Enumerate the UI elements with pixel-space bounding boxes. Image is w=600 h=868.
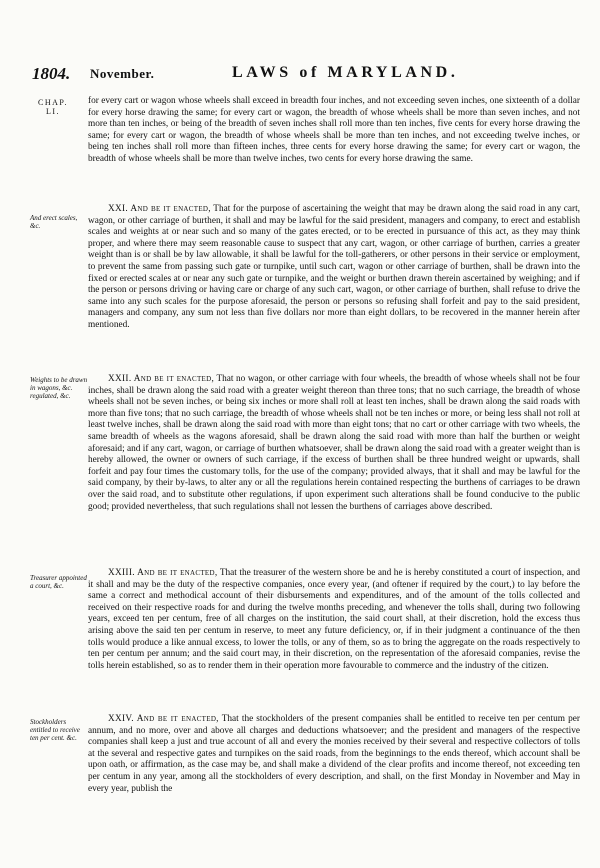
- intro-paragraph: [88, 96, 580, 166]
- section-22: [88, 374, 580, 513]
- intro-text: for every cart or wagon whose wheels shall exceed in breadth four inches, and not exceeding seven inches, one sixteenth of a dollar for every horse drawing the same; for every cart or wagon, the breadth of whose wheels shall be more than seven inches, and not more than ten inches, or being of the breadth of seven inches shall roll more than ten inches, five cents for every horse drawing the same; for every cart or wagon, the breadth of whose wheels shall be more than ten inches, and not exceeding twelve inches, or being ten inches shall roll more than fifteen inches, three cents for every horse drawing the same; for every cart or wagon, the breadth of whose wheels shall be more than twelve inches, two cents for every horse drawing the same.: [88, 96, 580, 164]
- page-month: November.: [90, 66, 155, 81]
- section-24-lead: XXIV. And be it enacted,: [108, 714, 219, 724]
- section-21-text: That for the purpose of ascertaining the weight that may be drawn along the said road in any cart, wagon, or other carriage of burthen, it shall and may be lawful for the said president, managers and company, to erect and establish scales and weights at or near such and so many of the gates erected, or to be erected in pursuance of this act, as they may think proper, and where there may seem reasonable cause to suspect that any cart, wagon, or other carriage of burthen, carries a greater weight than is or shall be by law allowable, it shall be lawful for the toll-gatherers, or other persons in their service or employment, to prevent the same from passing such gate or turnpike, until such cart, wagon or other carriage of burthen, shall be drawn into the fixed or erected scales at or near any such gate or turnpike, and the weight or burthen drawn therein ascertained by weighing; and if the person or persons driving or having care or charge of any such cart, wagon, or other carriage of burthen, shall refuse to drive the same into any such scales for the purpose aforesaid, the person or persons so refusing shall forfeit and pay to the said president, managers and company, any sum not less than five dollars nor more than eight dollars, to be recovered in the manner herein after mentioned.: [88, 204, 580, 330]
- page-title: LAWS of MARYLAND.: [232, 64, 459, 81]
- chapter-marker: [33, 98, 73, 116]
- section-22-text: That no wagon, or other carriage with four wheels, the breadth of whose wheels shall not be four inches, shall be drawn along the said road with a greater weight thereon than three tons; that no such carriage, the breadth of whose wheels shall not be seven inches, or being six inches or more shall roll at least ten inches, shall be drawn along the said roads with more than five tons; that no such carriage, the breadth of whose wheels shall not be ten inches or more, or being less shall not roll at least twelve inches, shall be drawn along the said road with more than eight tons; that no cart or other carriage with two wheels, the same breadth of wheels as the wagons aforesaid, shall be drawn along the said road with more than half the burthen or weight aforesaid; and if any cart, wagon, or carriage of burthen whatsoever, shall be drawn along the said road with a greater weight than is hereby allowed, the owner or owners of such carriage, if the excess of burthen shall be three hundred weight or upwards, shall forfeit and pay four times the customary tolls, for the use of the company; provided always, that it shall and may be lawful for the said company, by their by-laws, to alter any or all the regulations herein contained respecting the burthens of carriages to be drawn over the said road, and to substitute other regulations, if upon experiment such alterations shall be found conducive to the public good; provided nevertheless, that such regulations shall not lessen the burthens of carriages above described.: [88, 374, 580, 512]
- section-22-lead: XXII. And be it enacted,: [108, 374, 215, 384]
- section-24-text: That the stockholders of the present companies shall be entitled to receive ten per centum per annum, and no more, over and above all charges and deductions whatsoever; and the president and managers of the respective companies shall keep a just and true account of all and every the monies received by their several and respective collectors of tolls at the several and respective gates and turnpikes on the said roads, from the beginnings to the ends thereof, which account shall be upon oath, or affirmation, as the case may be, and shall make a dividend of the clear profits and income thereof, not exceeding ten per centum in any year, among all the stockholders of every description, and shall, on the first Monday in November and May in every year, publish the: [88, 714, 580, 794]
- section-21-paragraph: [88, 204, 580, 332]
- section-21-lead: XXI. And be it enacted,: [108, 204, 211, 214]
- margin-note-23: Treasurer appointed a court, &c.: [30, 574, 87, 591]
- section-23-paragraph: [88, 568, 580, 672]
- chapter-number: LI.: [45, 107, 61, 116]
- section-24-paragraph: [88, 714, 580, 795]
- section-21: [88, 204, 580, 332]
- section-23: [88, 568, 580, 672]
- margin-note-22: Weights to be drawn in wagons, &c. regulated, &c.: [30, 376, 88, 401]
- section-23-text: That the treasurer of the western shore be and he is hereby constituted a court of inspection, and it shall and may be the duty of the respective companies, once every year, (and oftener if required by the court,) to lay before the same a correct and methodical account of their disbursements and expenditures, and of the amount of the tolls collected and received on their respective roads for and during the twelve months preceding, and whenever the tolls shall, during two following years, exceed ten per centum, free of all charges on the institution, the said court shall, at their discretion, hold the excess thus arising above the said ten per centum in reserve, to meet any future deficiency, or, if in their judgment a continuance of the then tolls would produce a like annual excess, to lower the tolls, or any of them, so as to bring the aggregate on the roads respectively to ten per centum per annum; and the said court may, in their discretion, on the representation of the aforesaid companies, revise the tolls herein established, so as to render them in their operation more favourable to commerce and the industry of the citizen.: [88, 568, 580, 671]
- section-24: [88, 714, 580, 795]
- page-year: 1804.: [32, 64, 71, 83]
- margin-note-24: Stockholders entitled to receive ten per cent. &c.: [30, 718, 80, 743]
- page-header: [32, 64, 566, 86]
- chapter-label: CHAP.: [38, 98, 68, 107]
- section-23-lead: XXIII. And be it enacted,: [108, 568, 218, 578]
- section-22-paragraph: [88, 374, 580, 513]
- margin-note-21: And erect scales, &c.: [30, 214, 78, 231]
